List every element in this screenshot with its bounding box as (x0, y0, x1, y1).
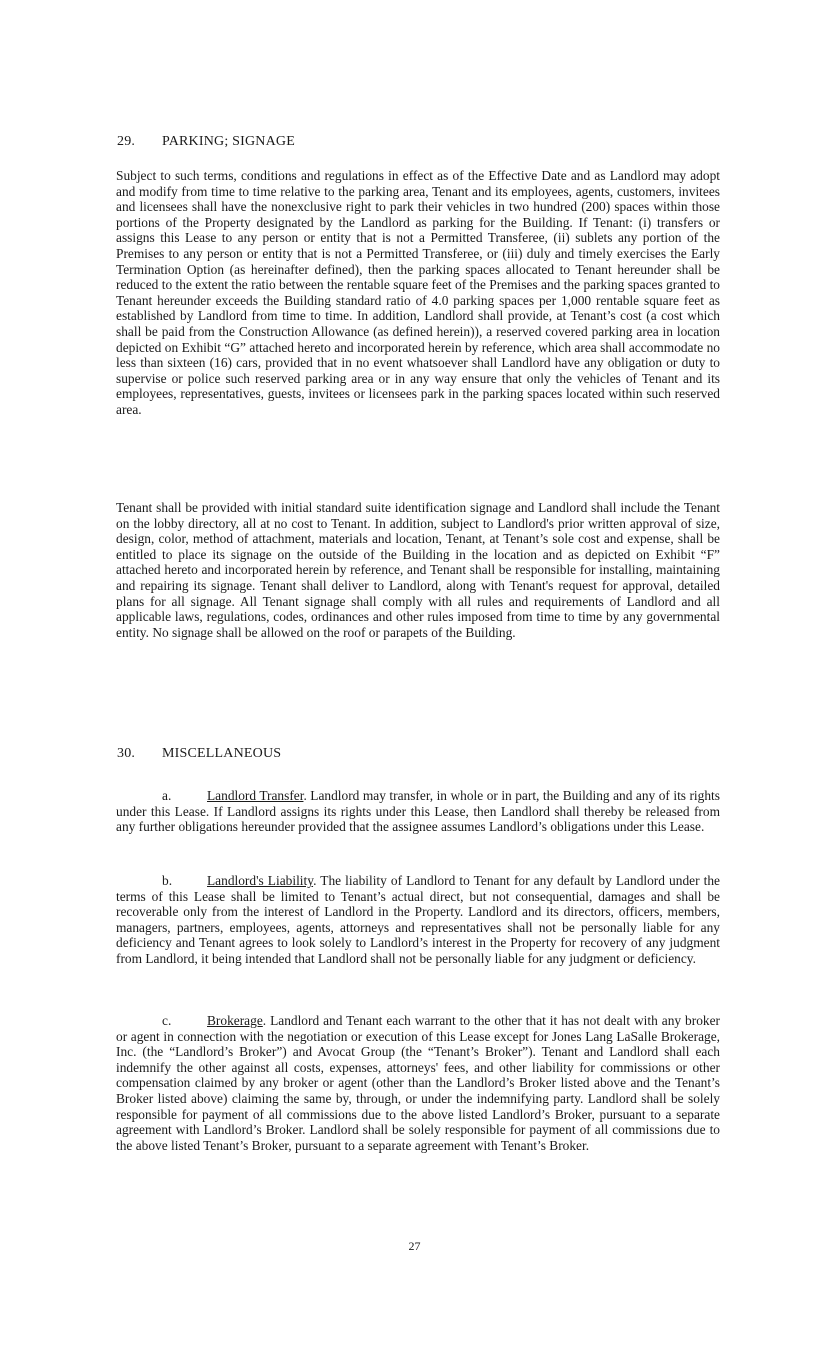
clause-b-landlord-liability (116, 873, 720, 967)
clause-b-text: . The liability of Landlord to Tenant for any default by Landlord under the terms of this Lease shall be limited to Tenant’s actual direct, but not consequential, damages and shall be recoverable only from the interest of Landlord in the Property. Landlord and its directors, officers, members, managers, partners, employees, agents, attorneys and representatives shall not be personally liable for any deficiency and Tenant agrees to look solely to Landlord’s interest in the Property for recovery of any judgment from Landlord, it being intended that Landlord shall not be personally liable for any judgment or deficiency. (116, 873, 720, 966)
section-30-heading (117, 746, 281, 762)
section-29-title: PARKING; SIGNAGE (162, 134, 295, 149)
clause-c-brokerage (116, 1013, 720, 1153)
clause-b-label: b. (162, 873, 173, 888)
section-30-title: MISCELLANEOUS (162, 746, 282, 761)
clause-c-title: Brokerage (207, 1013, 263, 1028)
clause-a-title: Landlord Transfer (207, 788, 304, 803)
section-29-paragraph-parking: Subject to such terms, conditions and regulations in effect as of the Effective Date and as Landlord may adopt and modify from time to time relative to the parking area, Tenant and its employees, agents, customers, invitees and licensees shall have the nonexclusive right to park their vehicles in two hundred (200) spaces within those portions of the Property designated by the Landlord as parking for the Building. If Tenant: (i) transfers or assigns this Lease to any person or entity that is not a Permitted Transferee, (ii) sublets any portion of the Premises to any person or entity that is not a Permitted Transferee, or (iii) duly and timely exercises the Early Termination Option (as hereinafter defined), then the parking spaces allocated to Tenant hereunder shall be reduced to the extent the ratio between the rentable square feet of the Premises and the parking spaces granted to Tenant hereunder exceeds the Building standard ratio of 4.0 parking spaces per 1,000 rentable square feet as established by Landlord from time to time. In addition, Landlord shall provide, at Tenant’s cost (a cost which shall be paid from the Construction Allowance (as defined herein)), a reserved covered parking area in location depicted on Exhibit “G” attached hereto and incorporated herein by reference, which area shall accommodate no less than sixteen (16) cars, provided that in no event whatsoever shall Landlord have any obligation or duty to supervise or police such reserved parking area or in any way ensure that only the vehicles of Tenant and its employees, representatives, guests, invitees or licensees park in the parking spaces located within such reserved area. (116, 168, 720, 417)
section-29-number: 29. (117, 134, 136, 149)
clause-a-landlord-transfer (116, 788, 720, 835)
clause-b-title: Landlord's Liability (207, 873, 314, 888)
clause-a-text: . Landlord may transfer, in whole or in part, the Building and any of its rights under this Lease. If Landlord assigns its rights under this Lease, then Landlord shall thereby be released from any further obligations hereunder provided that the assignee assumes Landlord’s obligations under this Lease. (116, 788, 720, 835)
section-29-paragraph-signage: Tenant shall be provided with initial standard suite identification signage and Landlord shall include the Tenant on the lobby directory, all at no cost to Tenant. In addition, subject to Landlord's prior written approval of size, design, color, method of attachment, materials and location, Tenant, at Tenant’s sole cost and expense, shall be entitled to place its signage on the outside of the Building in the location and as depicted on Exhibit “F” attached hereto and incorporated herein by reference, and Tenant shall be responsible for installing, maintaining and repairing its signage. Tenant shall deliver to Landlord, along with Tenant's request for approval, detailed plans for all signage. All Tenant signage shall comply with all rules and requirements of Landlord and all applicable laws, regulations, codes, ordinances and other rules imposed from time to time by any governmental entity. No signage shall be allowed on the roof or parapets of the Building. (116, 500, 720, 640)
page-number: 27 (408, 1239, 421, 1253)
clause-c-text: . Landlord and Tenant each warrant to the other that it has not dealt with any broker or agent in connection with the negotiation or execution of this Lease except for Jones Lang LaSalle Brokerage, Inc. (the “Landlord’s Broker”) and Avocat Group (the “Tenant’s Broker”). Tenant and Landlord shall each indemnify the other against all costs, expenses, attorneys' fees, and other liability for commissions or other compensation claimed by any broker or agent (other than the Landlord’s Broker listed above and the Tenant’s Broker listed above) claiming the same by, through, or under the indemnifying party. Landlord shall be solely responsible for payment of all commissions due to the above listed Landlord’s Broker, pursuant to a separate agreement with Landlord’s Broker. Landlord shall be solely responsible for payment of all commissions due to the above listed Tenant’s Broker, pursuant to a separate agreement with Tenant’s Broker. (116, 1013, 720, 1153)
clause-c-label: c. (162, 1013, 172, 1028)
section-29-heading (117, 134, 295, 150)
clause-a-label: a. (162, 788, 172, 803)
section-30-number: 30. (117, 746, 136, 761)
